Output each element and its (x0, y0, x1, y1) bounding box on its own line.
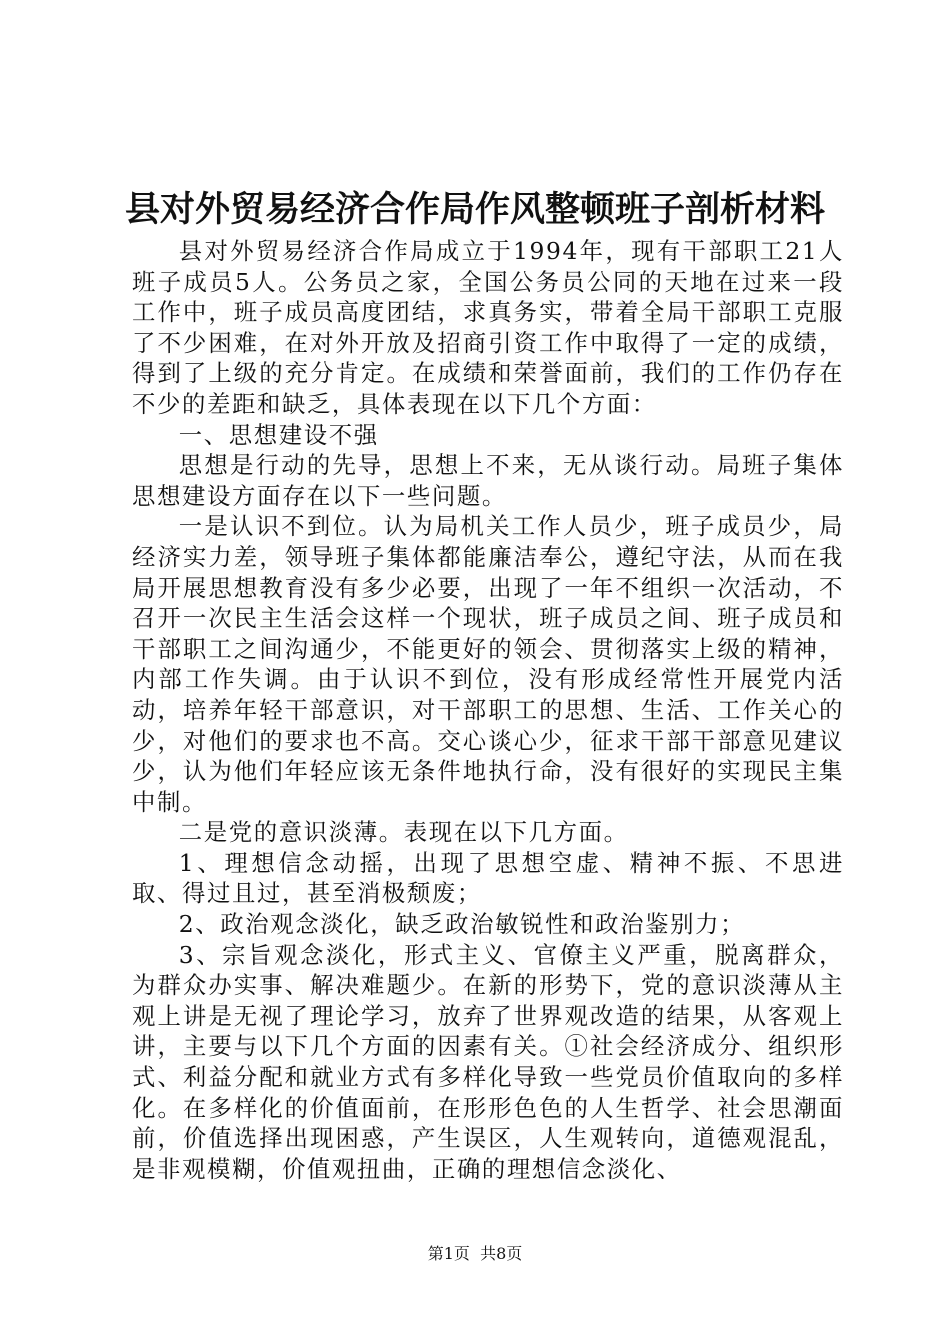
page-total: 共8页 (480, 1244, 523, 1263)
paragraph-intro: 县对外贸易经济合作局成立于1994年，现有干部职工21人班子成员5人。公务员之家，全国公务员公同的天地在过来一段工作中，班子成员高度团结，求真务实，带着全局干部职工克服了不少困难，在对外开放及招商引资工作中取得了一定的成绩，得到了上级的充分肯定。在成绩和荣誉面前，我们的工作仍存在不少的差距和缺乏，具体表现在以下几个方面： (132, 237, 844, 418)
paragraph: 二是党的意识淡薄。表现在以下几方面。 (178, 818, 629, 847)
document-title: 县对外贸易经济合作局作风整顿班子剖析材料 (124, 190, 825, 230)
paragraph: 思想是行动的先导，思想上不来，无从谈行动。局班子集体思想建设方面存在以下一些问题。 (132, 451, 844, 510)
document-body (132, 236, 844, 1184)
page-number: 第1页 (427, 1244, 470, 1263)
list-item: 2、政治观念淡化，缺乏政治敏锐性和政治鉴别力； (178, 910, 746, 939)
list-item: 3、宗旨观念淡化，形式主义、官僚主义严重，脱离群众，为群众办实事、解决难题少。在新的形势下，党的意识淡薄从主观上讲是无视了理论学习，放弃了世界观改造的结果，从客观上讲，主要与以下几个方面的因素有关。①社会经济成分、组织形式、利益分配和就业方式有多样化导致一些党员价值取向的多样化。在多样化的价值面前，在形形色色的人生哲学、社会思潮面前，价值选择出现困惑，产生误区，人生观转向，道德观混乱，是非观模糊，价值观扭曲，正确的理想信念淡化、 (132, 940, 844, 1183)
section-heading: 一、思想建设不强 (178, 420, 379, 449)
list-item: 1、理想信念动摇，出现了思想空虚、精神不振、不思进取、得过且过，甚至消极颓废； (132, 848, 844, 908)
paragraph: 一是认识不到位。认为局机关工作人员少，班子成员少，局经济实力差，领导班子集体都能廉洁奉公，遵纪守法，从而在我局开展思想教育没有多少必要，出现了一年不组织一次活动，不召开一次民主生活会这样一个现状，班子成员之间、班子成员和干部职工之间沟通少，不能更好的领会、贯彻落实上级的精神，内部工作失调。由于认识不到位，没有形成经常性开展党内活动，培养年轻干部意识，对干部职工的思想、生活、工作关心的少，对他们的要求也不高。交心谈心少，征求干部干部意见建议少，认为他们年轻应该无条件地执行命，没有很好的实现民主集中制。 (132, 512, 844, 816)
page-footer (0, 1243, 950, 1265)
